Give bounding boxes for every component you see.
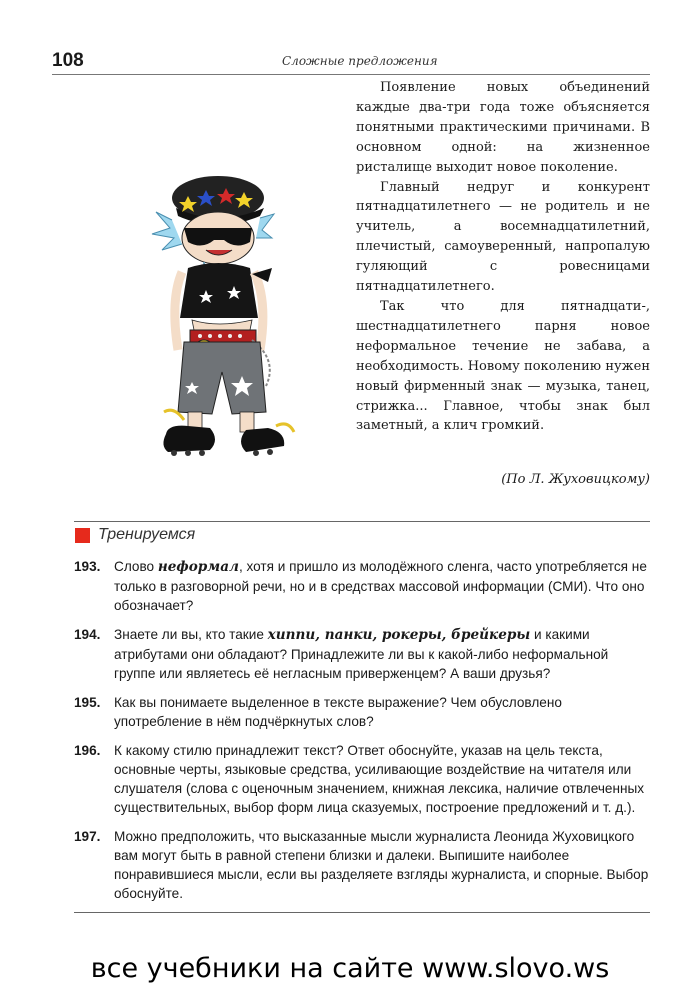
running-title: Сложные предложения <box>282 54 438 68</box>
exercise-list <box>74 557 650 913</box>
header-rule <box>52 74 650 75</box>
exercise-196 <box>74 741 650 817</box>
exercise-text-part: , хотя и пришло из молодёжного сленга, часто употребляется не только в разговорной речи, но и в средствах массовой информации (СМИ). Что оно обозначает? <box>114 559 647 613</box>
page-number: 108 <box>52 50 84 71</box>
section-title: Тренируемся <box>98 526 196 543</box>
exercise-text <box>114 557 650 615</box>
article-text <box>356 78 650 436</box>
exercise-highlight-term: неформал <box>157 559 239 575</box>
bottom-rule <box>74 912 650 913</box>
exercise-text: Можно предположить, что высказанные мысли журналиста Леонида Жуховицкого вам могут быть в равной степени близки и далеки. Выпишите наиболее понравившиеся мысли, если вы разделяете взгляды журналиста, и спорные. Выбор обоснуйте. <box>114 829 649 901</box>
section-rule <box>74 521 650 522</box>
punk-teen-illustration <box>148 150 308 465</box>
exercise-number: 195. <box>74 695 101 710</box>
exercise-text-part: Слово <box>114 559 158 574</box>
exercise-number: 194. <box>74 627 101 642</box>
exercise-text: Как вы понимаете выделенное в тексте выражение? Чем обусловлено употребление в нём подчёркнутых слов? <box>114 695 562 729</box>
exercise-194 <box>74 625 650 683</box>
article-attribution: (По Л. Жуховицкому) <box>501 472 650 487</box>
exercise-text-part: и какими атрибутами они обладают? Принадлежите ли вы к какой-либо неформальной группе или являетесь её негласным приверженцем? А ваши друзья? <box>114 627 609 681</box>
exercise-number: 197. <box>74 829 101 844</box>
exercise-text: К какому стилю принадлежит текст? Ответ обоснуйте, указав на цель текста, основные черты, языковые средства, усиливающие воздействие на читателя или слушателя (слова с оценочным значением, книжная лексика, наличие отвлеченных существительных, выбор форм лица сказуемых, построение предложений и т. д.). <box>114 743 645 815</box>
exercise-number: 193. <box>74 559 101 574</box>
exercise-193 <box>74 557 650 615</box>
site-watermark: все учебники на сайте www.slovo.ws <box>90 953 610 984</box>
exercise-195 <box>74 693 650 731</box>
exercise-text-part: Знаете ли вы, кто такие <box>114 627 268 642</box>
exercise-text <box>114 625 650 683</box>
article-paragraph: Главный недруг и конкурент пятнадцатилетнего — не родитель и не учитель, а восемнадцатилетний, плечистый, самоуверенный, напропалую гуляющий с ровесницами пятнадцатилетнего. <box>356 179 650 295</box>
exercise-highlight-term: хиппи, панки, рокеры, брейкеры <box>267 627 531 643</box>
exercise-197 <box>74 827 650 903</box>
article-paragraph: Появление новых объединений каждые два-три года тоже объясняется понятными практическими причинами. В основном одной: на жизненное ристалище выходит новое поколение. <box>356 80 650 175</box>
article-paragraph: Так что для пятнадцати-, шестнадцатилетнего парня новое неформальное течение не забава, а необходимость. Новому поколению нужен новый фирменный знак — музыка, танец, стрижка... Главное, чтобы знак был заметный, а клич громкий. <box>356 298 650 434</box>
exercise-number: 196. <box>74 743 101 758</box>
section-marker-square <box>75 528 90 543</box>
